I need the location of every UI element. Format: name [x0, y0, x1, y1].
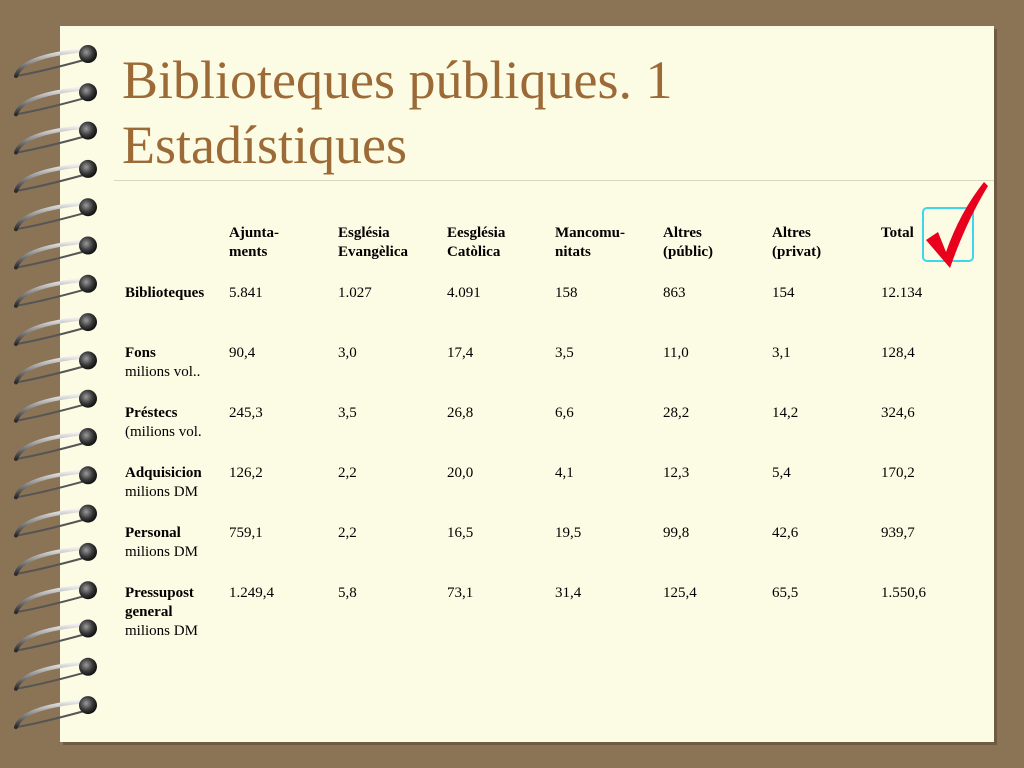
spiral-binding-icon — [0, 0, 120, 768]
spiral-ring — [16, 351, 97, 382]
table-cell: 90,4 — [229, 345, 256, 361]
row-label: Biblioteques — [125, 285, 205, 301]
table-cell: 863 — [663, 285, 686, 301]
table-cell: 158 — [555, 285, 578, 301]
checkmark-icon — [920, 178, 990, 270]
table-header-row — [121, 224, 947, 284]
table-cell: 3,5 — [555, 345, 574, 361]
column-header-altres-privat: Altres (privat) — [772, 225, 822, 260]
table-cell: 26,8 — [447, 405, 474, 421]
spiral-ring — [16, 122, 97, 153]
table-cell: 3,5 — [338, 405, 357, 421]
spiral-ring — [16, 390, 97, 421]
spiral-ring — [16, 198, 97, 229]
table-cell: 42,6 — [772, 525, 799, 541]
table-row — [121, 464, 947, 524]
column-header-esglesia-catolica: Eesglésia Catòlica — [447, 225, 506, 260]
row-label: Fons milions vol.. — [125, 345, 201, 380]
slide-title — [122, 48, 902, 178]
spiral-ring — [16, 620, 97, 651]
table-cell: 6,6 — [555, 405, 574, 421]
table-row — [121, 344, 947, 404]
spiral-ring — [16, 658, 97, 689]
table-cell: 14,2 — [772, 405, 799, 421]
table-cell: 1.249,4 — [229, 585, 274, 601]
table-cell: 154 — [772, 285, 795, 301]
table-cell: 324,6 — [881, 405, 915, 421]
table-cell: 245,3 — [229, 405, 263, 421]
table-cell: 170,2 — [881, 465, 915, 481]
column-header-esglesia-evangelica: Església Evangèlica — [338, 225, 408, 260]
column-header-mancomunitats: Mancomu- nitats — [555, 225, 625, 260]
table-cell: 1.027 — [338, 285, 372, 301]
table-cell: 3,1 — [772, 345, 791, 361]
table-cell: 128,4 — [881, 345, 915, 361]
table-cell: 31,4 — [555, 585, 582, 601]
table-header-corner — [121, 224, 225, 284]
column-header-altres-public: Altres (públic) — [663, 225, 714, 260]
statistics-table — [121, 224, 947, 644]
table-cell: 2,2 — [338, 465, 357, 481]
table-cell: 5.841 — [229, 285, 263, 301]
spiral-ring — [16, 83, 97, 114]
table-cell: 12,3 — [663, 465, 690, 481]
table-cell: 1.550,6 — [881, 585, 926, 601]
row-label: Personal milions DM — [125, 525, 198, 560]
spiral-ring — [16, 696, 97, 727]
spiral-ring — [16, 275, 97, 306]
slide-title-line-1: Biblioteques públiques. 1 — [122, 50, 673, 110]
spiral-ring — [16, 237, 97, 268]
table-cell: 4.091 — [447, 285, 481, 301]
table-cell: 17,4 — [447, 345, 474, 361]
spiral-ring — [16, 45, 97, 76]
table-cell: 759,1 — [229, 525, 263, 541]
spiral-ring — [16, 160, 97, 191]
spiral-ring — [16, 428, 97, 459]
table-cell: 73,1 — [447, 585, 474, 601]
table-row — [121, 284, 947, 344]
column-header-ajuntaments: Ajunta- ments — [229, 225, 280, 260]
table-cell: 11,0 — [663, 345, 689, 361]
table-cell: 16,5 — [447, 525, 474, 541]
title-divider — [114, 180, 994, 181]
table-cell: 5,4 — [772, 465, 791, 481]
table-cell: 65,5 — [772, 585, 799, 601]
table-cell: 5,8 — [338, 585, 357, 601]
table-cell: 939,7 — [881, 525, 915, 541]
spiral-ring — [16, 466, 97, 497]
table-cell: 126,2 — [229, 465, 263, 481]
table-cell: 20,0 — [447, 465, 474, 481]
spiral-ring — [16, 505, 97, 536]
table-cell: 3,0 — [338, 345, 357, 361]
column-header-total: Total — [881, 225, 914, 241]
table-cell: 99,8 — [663, 525, 690, 541]
table-cell: 28,2 — [663, 405, 690, 421]
row-label: Préstecs (milions vol. — [125, 405, 202, 440]
table-row — [121, 584, 947, 644]
table-cell: 4,1 — [555, 465, 574, 481]
row-label: Adquisicion milions DM — [125, 465, 202, 500]
table-cell: 12.134 — [881, 285, 923, 301]
table-cell: 19,5 — [555, 525, 582, 541]
spiral-ring — [16, 543, 97, 574]
spiral-ring — [16, 581, 97, 612]
table-cell: 125,4 — [663, 585, 697, 601]
table-row — [121, 524, 947, 584]
spiral-ring — [16, 313, 97, 344]
table-cell: 2,2 — [338, 525, 357, 541]
slide-title-line-2: Estadístiques — [122, 115, 407, 175]
table-row — [121, 404, 947, 464]
row-label: Pressupost general milions DM — [125, 585, 198, 639]
